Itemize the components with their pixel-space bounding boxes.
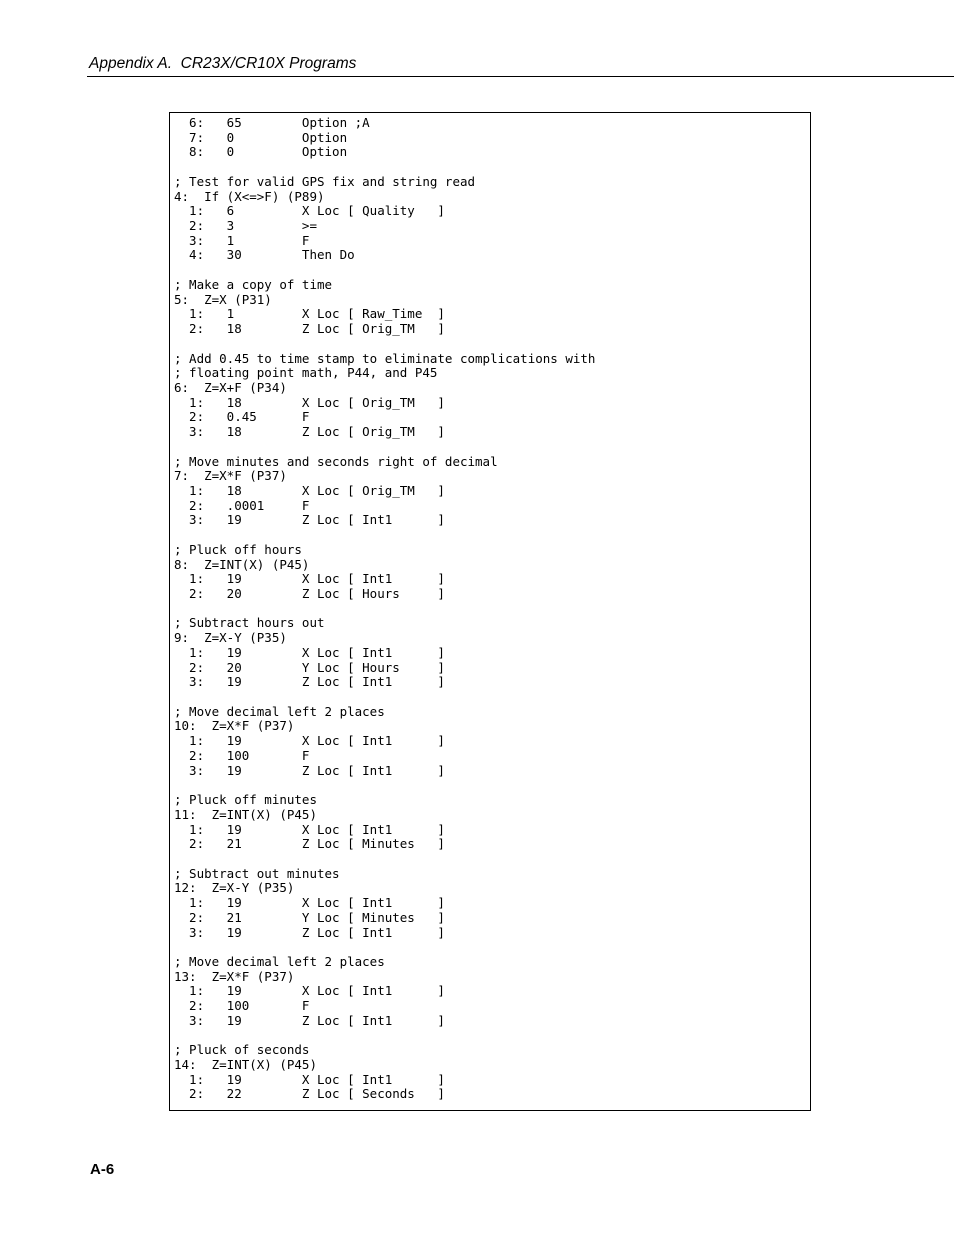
program-listing-code: 6: 65 Option ;A 7: 0 Option 8: 0 Option ; Test for valid GPS fix and string read 4: If (X<=>F) (P89) 1: 6 X Loc [ Quality ] 2: 3 >= 3: 1 F 4: 30 Then Do ; Make a copy of time 5: Z=X (P31) 1: 1 X Loc [ Raw_Time ] 2: 18 Z Loc [ Orig_TM ] ; Add 0.45 to time stamp to eliminate complications with ; floating point math, P44, and P45 6: Z=X+F (P34) 1: 18 X Loc [ Orig_TM ] 2: 0.45 F 3: 18 Z Loc [ Orig_TM ] ; Move minutes and seconds right of decimal 7: Z=X*F (P37) 1: 18 X Loc [ Orig_TM ] 2: .0001 F 3: 19 Z Loc [ Int1 ] ; Pluck off hours 8: Z=INT(X) (P45) 1: 19 X Loc [ Int1 ] 2: 20 Z Loc [ Hours ] ; Subtract hours out 9: Z=X-Y (P35) 1: 19 X Loc [ Int1 ] 2: 20 Y Loc [ Hours ] 3: 19 Z Loc [ Int1 ] ; Move decimal left 2 places 10: Z=X*F (P37) 1: 19 X Loc [ Int1 ] 2: 100 F 3: 19 Z Loc [ Int1 ] ; Pluck off minutes 11: Z=INT(X) (P45) 1: 19 X Loc [ Int1 ] 2: 21 Z Loc [ Minutes ] ; Subtract out minutes 12: Z=X-Y (P35) 1: 19 X Loc [ Int1 ] 2: 21 Y Loc [ Minutes ] 3: 19 Z Loc [ Int1 ] ; Move decimal left 2 places 13: Z=X*F (P37) 1: 19 X Loc [ Int1 ] 2: 100 F 3: 19 Z Loc [ Int1 ] ; Pluck of seconds 14: Z=INT(X) (P45) 1: 19 X Loc [ Int1 ] 2: 22 Z Loc [ Seconds ] [174,115,596,1102]
page-header-title: Appendix A. CR23X/CR10X Programs [89,55,357,72]
program-listing-box [169,112,811,1111]
header-divider [87,76,954,77]
page-number: A-6 [90,1161,115,1178]
